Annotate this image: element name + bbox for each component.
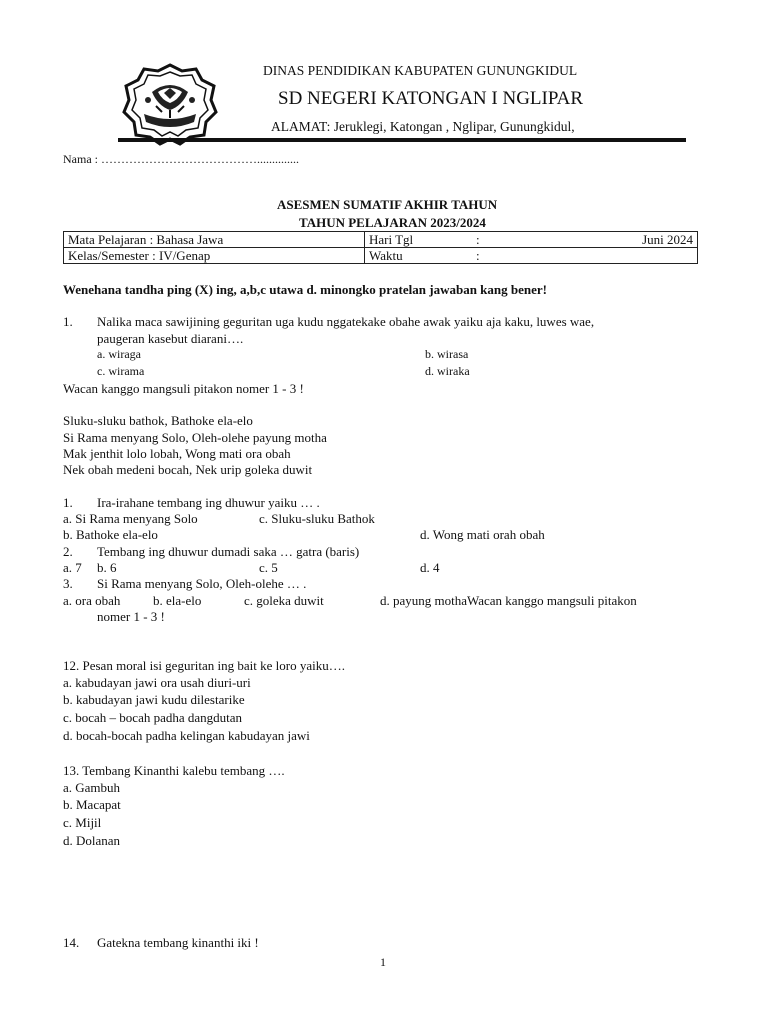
song-q2-option-a[interactable]: a. 7 <box>63 560 82 575</box>
song-line: Nek obah medeni bocah, Nek urip goleka duwit <box>63 462 313 477</box>
day-label: Hari Tgl <box>369 232 414 247</box>
q1-text-cont: paugeran kasebut diarani…. <box>97 331 244 346</box>
reading-intro: Wacan kanggo mangsuli pitakon nomer 1 - 3 ! <box>63 381 304 396</box>
song-line: Mak jenthit lolo lobah, Wong mati ora obah <box>63 446 291 461</box>
song-q2-option-d[interactable]: d. 4 <box>420 560 440 575</box>
song-q1-number: 1. <box>63 495 73 510</box>
song-q3-option-d[interactable]: d. payung mothaWacan kanggo mangsuli pitakon <box>380 593 637 608</box>
song-q1-option-c[interactable]: c. Sluku-sluku Bathok <box>259 511 375 526</box>
page-number: 1 <box>380 955 386 969</box>
song-q2-option-c[interactable]: c. 5 <box>259 560 278 575</box>
song-q1-option-d[interactable]: d. Wong mati orah obah <box>420 527 545 542</box>
q1-option-d[interactable]: d. wiraka <box>425 364 470 378</box>
regency-emblem-icon <box>122 62 218 146</box>
q1-option-c[interactable]: c. wirama <box>97 364 145 378</box>
q12-option-d[interactable]: d. bocah-bocah padha kelingan kabudayan jawi <box>63 728 310 743</box>
q1-option-b[interactable]: b. wirasa <box>425 347 469 361</box>
song-q3-option-b[interactable]: b. ela-elo <box>153 593 202 608</box>
header-divider <box>118 138 686 142</box>
day-colon: : <box>476 232 480 247</box>
time-label: Waktu <box>369 248 403 263</box>
song-q3-option-a[interactable]: a. ora obah <box>63 593 121 608</box>
instruction: Wenehana tandha ping (X) ing, a,b,c utawa d. minongko pratelan jawaban kang bener! <box>63 282 547 297</box>
date-value: Juni 2024 <box>642 232 693 247</box>
song-q1-option-b[interactable]: b. Bathoke ela-elo <box>63 527 158 542</box>
q1-option-a[interactable]: a. wiraga <box>97 347 141 361</box>
q13-text: 13. Tembang Kinanthi kalebu tembang …. <box>63 763 285 778</box>
q12-option-c[interactable]: c. bocah – bocah padha dangdutan <box>63 710 243 725</box>
song-q1-option-a[interactable]: a. Si Rama menyang Solo <box>63 511 198 526</box>
office-name: DINAS PENDIDIKAN KABUPATEN GUNUNGKIDUL <box>263 63 578 78</box>
subject-cell: Mata Pelajaran : Bahasa Jawa <box>68 232 224 247</box>
song-q3-option-d-cont: nomer 1 - 3 ! <box>97 609 165 624</box>
q12-option-b[interactable]: b. kabudayan jawi kudu dilestarike <box>63 692 245 707</box>
q13-option-c[interactable]: c. Mijil <box>63 815 102 830</box>
exam-info-table <box>63 231 698 264</box>
q13-option-a[interactable]: a. Gambuh <box>63 780 121 795</box>
song-q3-text: Si Rama menyang Solo, Oleh-olehe … . <box>97 576 307 591</box>
song-q1-text: Ira-irahane tembang ing dhuwur yaiku … . <box>97 495 320 510</box>
song-line: Si Rama menyang Solo, Oleh-olehe payung motha <box>63 430 327 445</box>
song-q2-number: 2. <box>63 544 73 559</box>
q12-option-a[interactable]: a. kabudayan jawi ora usah diuri-uri <box>63 675 251 690</box>
song-q2-option-b[interactable]: b. 6 <box>97 560 117 575</box>
song-q2-text: Tembang ing dhuwur dumadi saka … gatra (baris) <box>97 544 360 559</box>
q14-number: 14. <box>63 935 80 950</box>
school-name: SD NEGERI KATONGAN I NGLIPAR <box>278 88 584 109</box>
q13-option-d[interactable]: d. Dolanan <box>63 833 121 848</box>
q1-number: 1. <box>63 314 73 329</box>
q14-text: Gatekna tembang kinanthi iki ! <box>97 935 259 950</box>
school-address: ALAMAT: Jeruklegi, Katongan , Nglipar, Gunungkidul, <box>271 119 575 134</box>
q12-text: 12. Pesan moral isi geguritan ing bait ke loro yaiku…. <box>63 658 345 673</box>
exam-year: TAHUN PELAJARAN 2023/2024 <box>299 215 486 230</box>
class-cell: Kelas/Semester : IV/Genap <box>68 248 211 263</box>
time-colon: : <box>476 248 480 263</box>
song-line: Sluku-sluku bathok, Bathoke ela-elo <box>63 413 253 428</box>
song-q3-option-c[interactable]: c. goleka duwit <box>244 593 324 608</box>
q1-text: Nalika maca sawijining geguritan uga kudu nggatekake obahe awak yaiku aja kaku, luwes wae, <box>97 314 595 329</box>
song-q3-number: 3. <box>63 576 73 591</box>
name-field[interactable]: Nama : ………………………………….............. <box>63 152 299 166</box>
exam-title: ASESMEN SUMATIF AKHIR TAHUN <box>277 197 498 212</box>
q13-option-b[interactable]: b. Macapat <box>63 797 121 812</box>
